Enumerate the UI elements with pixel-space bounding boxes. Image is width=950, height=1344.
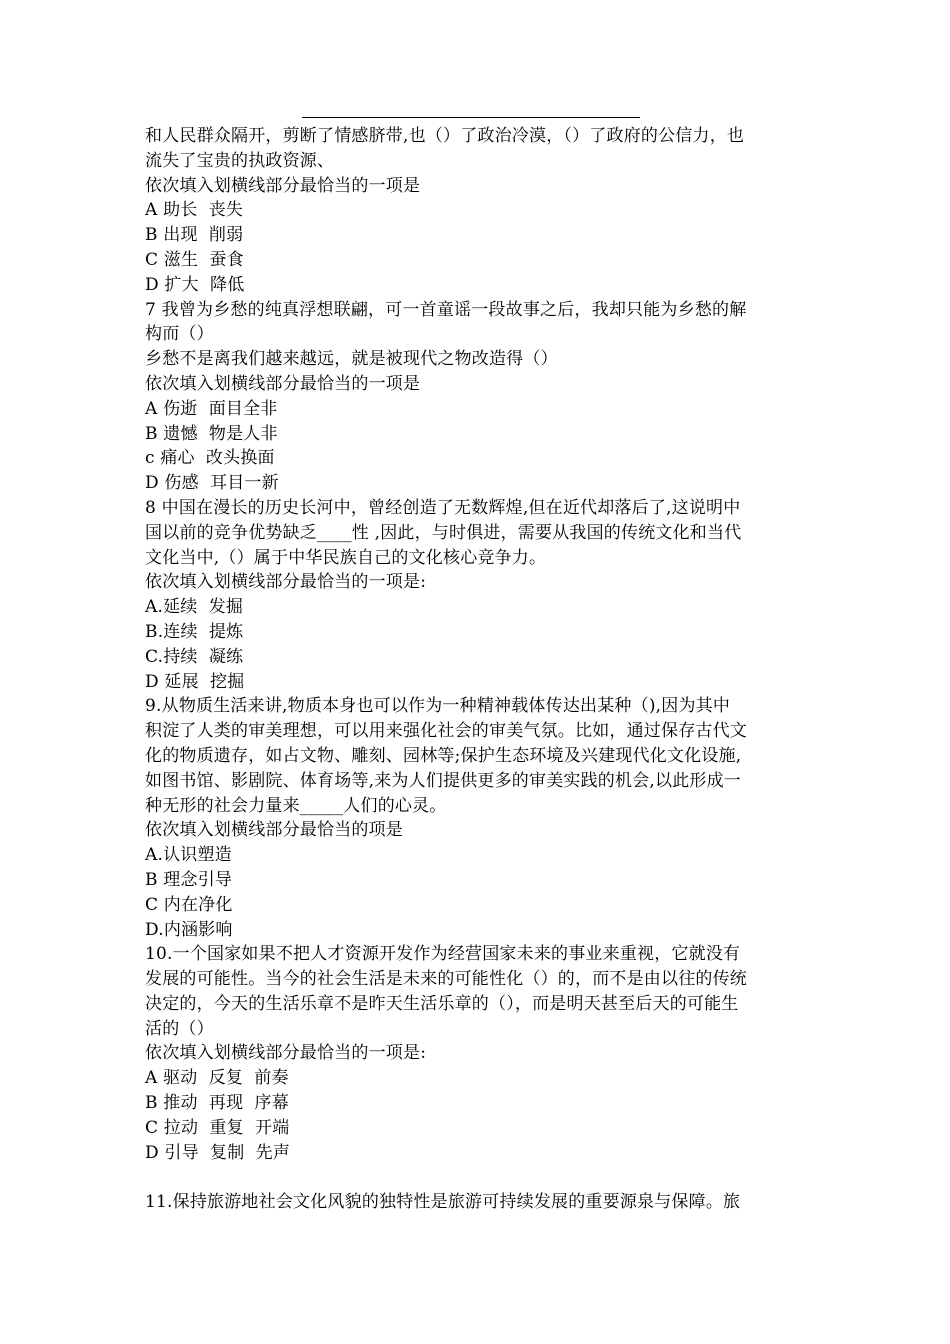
question-7-text: 构而（） <box>145 324 214 345</box>
option-c: C 内在净化 <box>145 894 233 915</box>
question-9-text: 种无形的社会力量来_____人们的心灵。 <box>145 795 447 816</box>
question-9-text: 9.从物质生活来讲,物质本身也可以作为一种精神载体传达出某种（),因为其中 <box>145 696 731 717</box>
question-prompt: 依次填入划横线部分最恰当的一项是 <box>145 175 421 196</box>
option-c: C.持续 凝练 <box>145 646 244 667</box>
text-line: 流失了宝贵的执政资源、 <box>145 150 335 171</box>
option-a: A.认识塑造 <box>145 845 232 866</box>
option-a: A 驱动 反复 前奏 <box>145 1068 289 1089</box>
question-8-text: 8 中国在漫长的历史长河中，曾经创造了无数辉煌,但在近代却落后了,这说明中 <box>145 497 741 518</box>
question-10-text: 决定的，今天的生活乐章不是昨天生活乐章的（），而是明天甚至后天的可能生 <box>145 993 739 1014</box>
question-9-text: 化的物质遗存，如占文物、雕刻、园林等;保护生态环境及兴建现代化文化设施, <box>145 745 742 766</box>
document-body <box>145 124 813 1215</box>
option-d: D 扩大 降低 <box>145 274 245 295</box>
option-b: B 推动 再现 序幕 <box>145 1093 289 1114</box>
option-c: c 痛心 改头换面 <box>145 448 275 469</box>
question-7-text: 7 我曾为乡愁的纯真浮想联翩，可一首童谣一段故事之后，我却只能为乡愁的解 <box>145 299 747 320</box>
text-line: 和人民群众隔开，剪断了情感脐带,也（）了政治冷漠，（）了政府的公信力，也 <box>145 126 745 146</box>
question-10-text: 发展的可能性。当今的社会生活是未来的可能性化（）的，而不是由以往的传统 <box>145 969 747 990</box>
option-b: B 出现 削弱 <box>145 225 244 246</box>
question-8-text: 国以前的竞争优势缺乏____性 ,因此，与时俱进，需要从我国的传统文化和当代 <box>145 522 742 543</box>
option-c: C 滋生 蚕食 <box>145 249 244 270</box>
option-b: B 理念引导 <box>145 869 233 890</box>
option-a: A 伤逝 面目全非 <box>145 398 278 419</box>
question-prompt: 依次填入划横线部分最恰当的项是 <box>145 820 403 841</box>
option-c: C 拉动 重复 开端 <box>145 1117 290 1138</box>
option-d: D 引导 复制 先声 <box>145 1142 291 1163</box>
question-prompt: 依次填入划横线部分最恰当的一项是 <box>145 373 421 394</box>
top-underline <box>302 117 640 118</box>
question-10-text: 活的（） <box>145 1018 214 1039</box>
question-prompt: 依次填入划横线部分最恰当的一项是: <box>145 572 427 593</box>
question-prompt: 依次填入划横线部分最恰当的一项是: <box>145 1043 427 1064</box>
blank-line <box>145 1165 813 1190</box>
question-11-text: 11.保持旅游地社会文化风貌的独特性是旅游可持续发展的重要源泉与保障。旅 <box>145 1192 741 1213</box>
question-9-text: 如图书馆、影剧院、体育场等,来为人们提供更多的审美实践的机会,以此形成一 <box>145 770 742 791</box>
option-b: B.连续 提炼 <box>145 621 244 642</box>
question-10-text: 10.一个国家如果不把人才资源开发作为经营国家未来的事业来重视，它就没有 <box>145 944 741 965</box>
option-a: A 助长 丧失 <box>145 200 244 221</box>
question-8-text: 文化当中,（）属于中华民族自己的文化核心竞争力。 <box>145 547 547 568</box>
option-d: D 伤感 耳目一新 <box>145 473 279 494</box>
option-d: D 延展 挖掘 <box>145 671 245 692</box>
option-a: A.延续 发掘 <box>145 597 244 618</box>
option-b: B 遗憾 物是人非 <box>145 423 278 444</box>
option-d: D.内涵影响 <box>145 919 233 940</box>
question-7-text: 乡愁不是离我们越来越远，就是被现代之物改造得（） <box>145 349 558 370</box>
question-9-text: 积淀了人类的审美理想，可以用来强化社会的审美气氛。比如，通过保存古代文 <box>145 721 747 742</box>
